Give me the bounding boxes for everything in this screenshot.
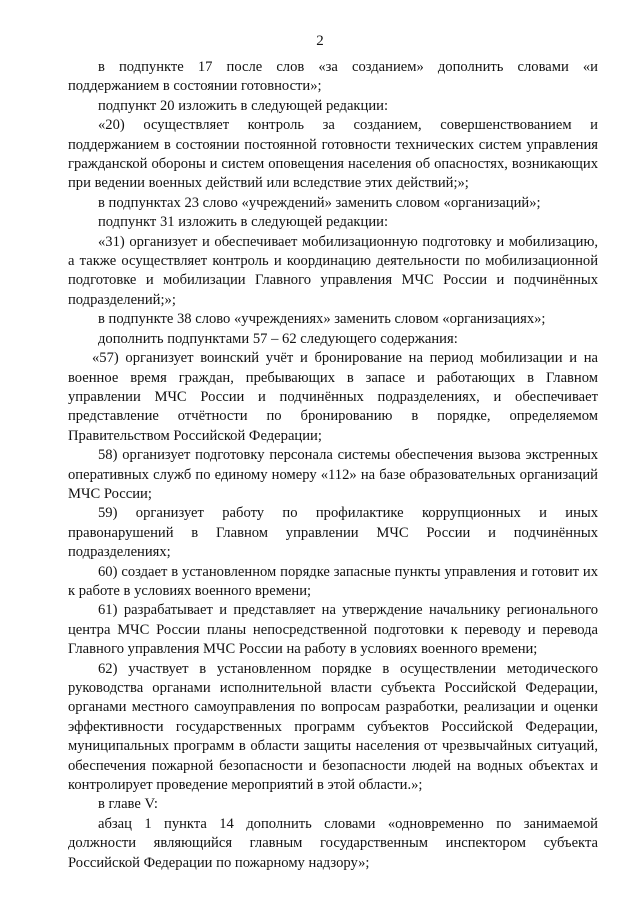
paragraph-15: в главе V: (98, 796, 158, 813)
document-body (68, 58, 598, 873)
paragraph-6: «31) организует и обеспечивает мобилизационную подготовку и мобилизацию, а также осуществляет контроль и координацию деятельности по мобилизационной подготовке и мобилизации Главного управления МЧС России и подчинённых подразделений;»; (68, 233, 598, 308)
page-number: 2 (316, 33, 324, 49)
paragraph-12: 60) создает в установленном порядке запасные пункты управления и готовит их к работе в условиях военного времени; (68, 563, 598, 599)
paragraph-10: 58) организует подготовку персонала системы обеспечения вызова экстренных оперативных служб по единому номеру «112» на базе образовательных организаций МЧС России; (68, 447, 598, 502)
paragraph-4: в подпунктах 23 слово «учреждений» заменить словом «организаций»; (98, 194, 541, 211)
paragraph-1: в подпункте 17 после слов «за созданием» дополнить словами «и поддержанием в состоянии готовности»; (68, 59, 598, 95)
paragraph-5: подпункт 31 изложить в следующей редакции: (98, 214, 389, 231)
paragraph-3: «20) осуществляет контроль за созданием, совершенствованием и поддержанием в состоянии постоянной готовности технических систем управления гражданской обороны и систем оповещения населения об опасностях, возникающих при ведении военных действий или вследствие этих действий;»; (68, 117, 598, 192)
paragraph-16: абзац 1 пункта 14 дополнить словами «одновременно по занимаемой должности являющийся главным государственным инспектором субъекта Российской Федерации по пожарному надзору»; (68, 815, 598, 871)
paragraph-8: дополнить подпунктами 57 – 62 следующего содержания: (98, 330, 458, 347)
paragraph-11: 59) организует работу по профилактике коррупционных и иных правонарушений в Главном управлении МЧС России и подчинённых подразделениях; (68, 505, 598, 561)
paragraph-13: 61) разрабатывает и представляет на утверждение начальнику регионального центра МЧС России планы непосредственной подготовки к переводу и перевода Главного управления МЧС России на работу в условиях военного времени; (68, 602, 598, 658)
paragraph-7: в подпункте 38 слово «учреждениях» заменить словом «организациях»; (98, 311, 546, 328)
paragraph-9: «57) организует воинский учёт и бронирование на период мобилизации и на военное время граждан, пребывающих в запасе и работающих в Главном управлении МЧС России и подчинённых подразделениях, и обеспечивает представление отчётности по бронированию в порядке, определяемом Правительством Российской Федерации; (68, 350, 598, 444)
paragraph-2: подпункт 20 изложить в следующей редакции: (98, 97, 389, 114)
paragraph-14: 62) участвует в установленном порядке в осуществлении методического руководства органами исполнительной власти субъекта Российской Федерации, органами местного самоуправления по вопросам разработки, реализации и оценки эффективности государственных программ субъектов Российской Федерации, муниципальных программ в области защиты населения от чрезвычайных ситуаций, обеспечения пожарной безопасности и безопасности людей на водных объектах и контролирует проведение мероприятий в этой области.»; (68, 660, 598, 794)
